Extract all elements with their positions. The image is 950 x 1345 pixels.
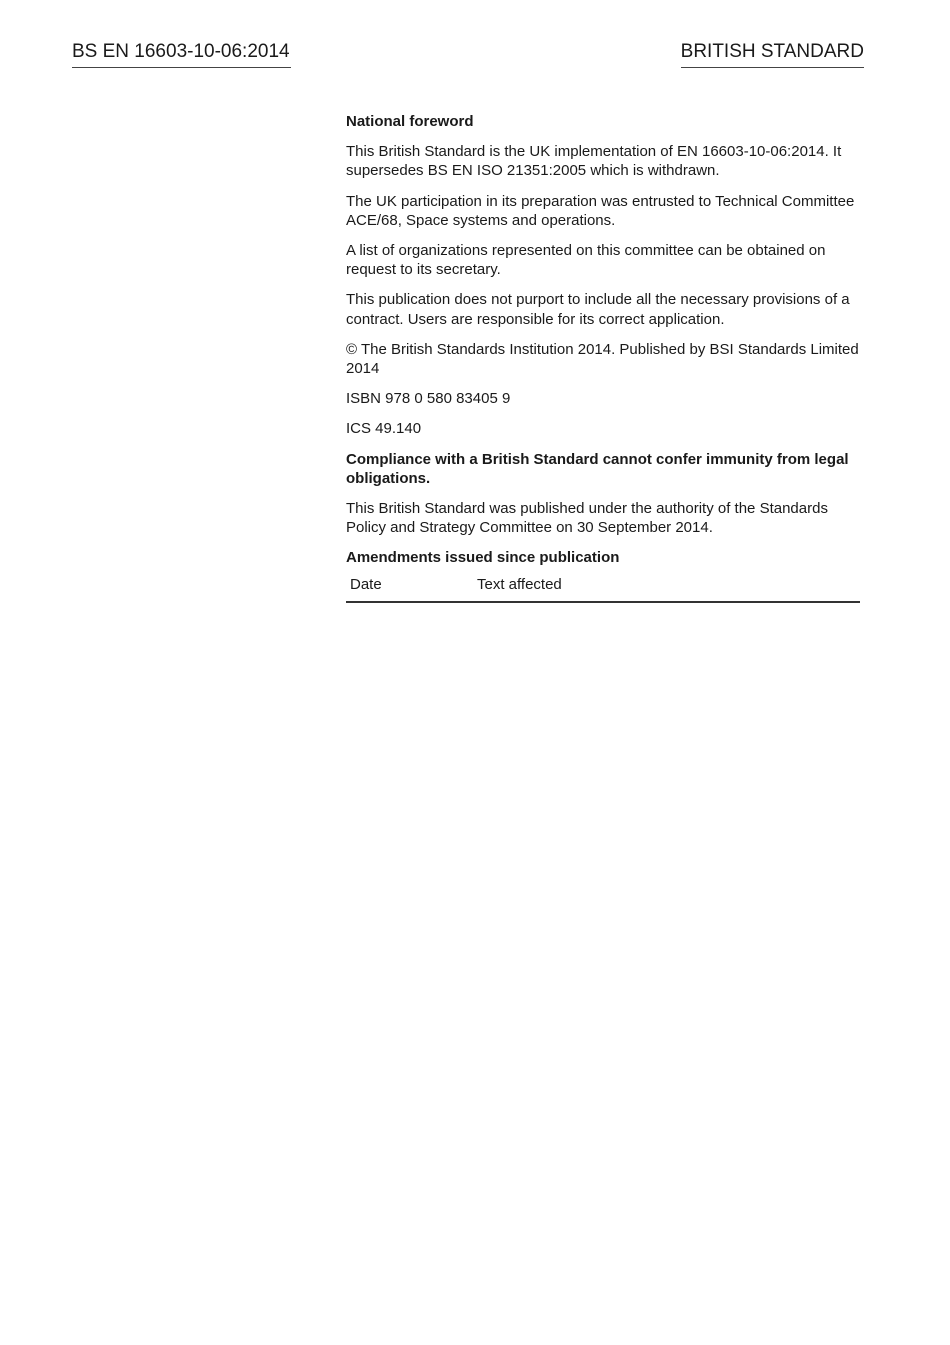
section-title: National foreword: [346, 113, 474, 130]
column-header-date: Date: [346, 573, 473, 602]
organizations-paragraph: A list of organizations represented on this committee can be obtained on request to its secretary.: [346, 242, 826, 279]
compliance-statement: Compliance with a British Standard cannot confer immunity from legal obligations.: [346, 450, 849, 487]
isbn-line: ISBN 978 0 580 83405 9: [346, 390, 511, 408]
column-header-text-affected: Text affected: [473, 573, 860, 602]
national-foreword-section: [346, 112, 860, 603]
document-number: BS EN 16603-10-06:2014: [72, 40, 291, 68]
committee-paragraph: The UK participation in its preparation was entrusted to Technical Committee ACE/68, Space systems and operations.: [346, 192, 855, 229]
amendments-title: Amendments issued since publication: [346, 549, 620, 567]
standard-series-label: BRITISH STANDARD: [681, 40, 864, 68]
table-header-row: [346, 573, 860, 602]
authority-paragraph: This British Standard was published under the authority of the Standards Policy and Strategy Committee on 30 September 2014.: [346, 500, 828, 537]
amendments-table: [346, 573, 860, 603]
implementation-paragraph: This British Standard is the UK implementation of EN 16603-10-06:2014. It supersedes BS EN ISO 21351:2005 which is withdrawn.: [346, 143, 842, 180]
contract-disclaimer-paragraph: This publication does not purport to include all the necessary provisions of a contract. Users are responsible for its correct application.: [346, 291, 850, 328]
copyright-notice: © The British Standards Institution 2014. Published by BSI Standards Limited 2014: [346, 340, 859, 378]
ics-line: ICS 49.140: [346, 420, 422, 438]
